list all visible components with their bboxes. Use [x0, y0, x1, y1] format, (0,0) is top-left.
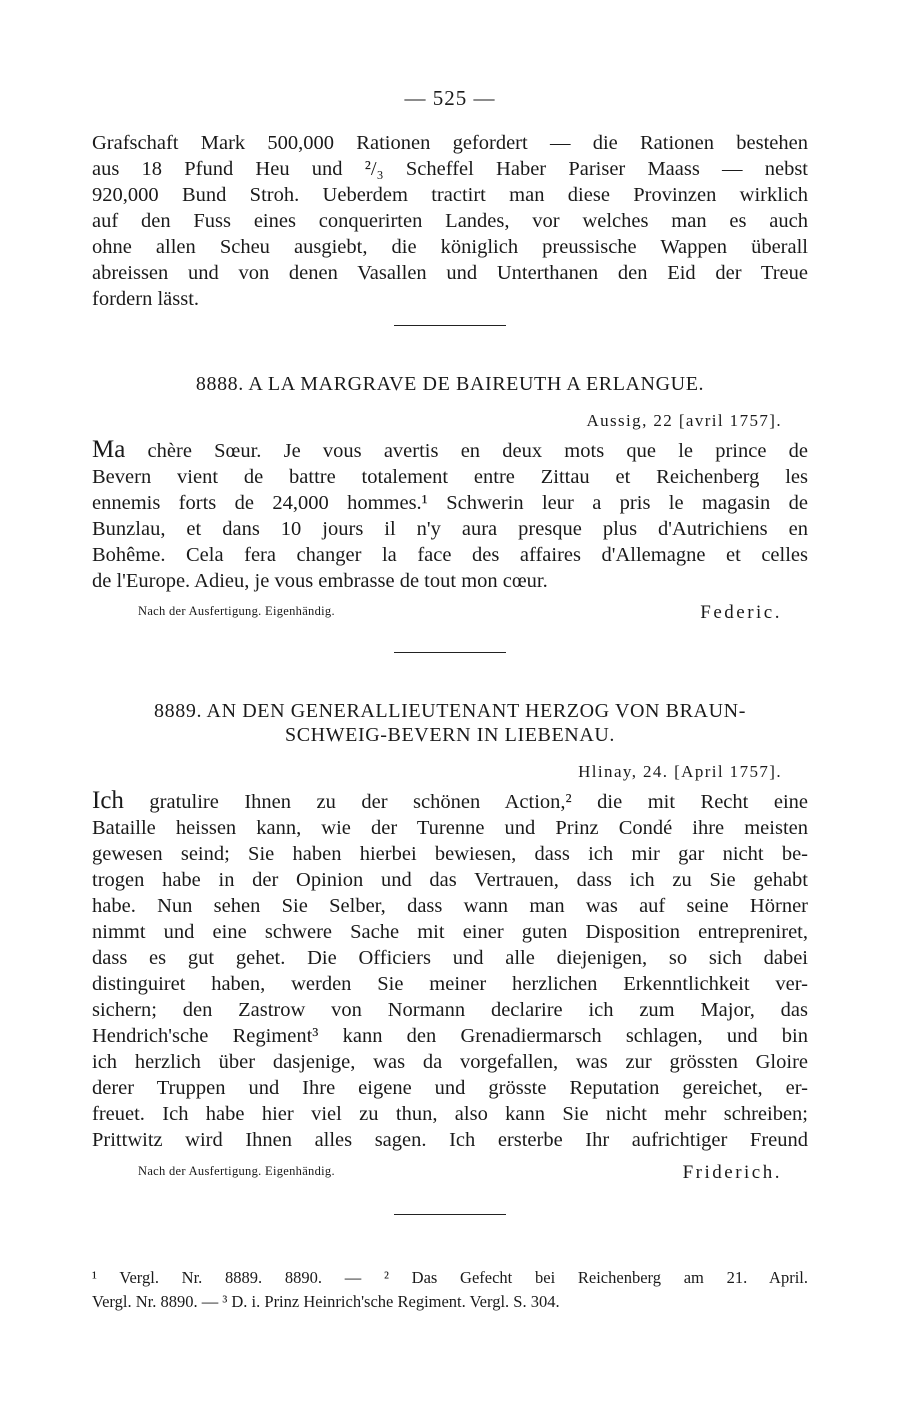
- text-run: gratulire Ihnen zu der schönen Action,² die mit Recht eine: [123, 791, 808, 813]
- drop-word: Ma: [92, 436, 126, 463]
- text-line: dass es gut gehet. Die Officiers und alle diejenigen, so sich dabei: [92, 947, 808, 969]
- section-divider: [394, 1214, 506, 1215]
- text-line: Bataille heissen kann, wie der Turenne und Prinz Condé ihre meisten: [92, 817, 808, 839]
- text-line: derer Truppen und Ihre eigene und grösste Reputation gereichet, er-: [92, 1077, 808, 1099]
- text-line: freuet. Ich habe hier viel zu thun, also kann Sie nicht mehr schreiben;: [92, 1103, 808, 1125]
- letter-date: Aussig, 22 [avril 1757].: [586, 411, 782, 430]
- text-line: abreissen und von denen Vasallen und Unterthanen den Eid der Treue: [92, 262, 808, 284]
- letter-heading: 8889. AN DEN GENERALLIEUTENANT HERZOG VON BRAUN-: [154, 700, 746, 722]
- signature: Friderich.: [682, 1162, 782, 1183]
- text-line: ich herzlich über dasjenige, was da vorgefallen, was zur grössten Gloire: [92, 1051, 808, 1073]
- footnote-line: Vergl. Nr. 8890. — ³ D. i. Prinz Heinrich'sche Regiment. Vergl. S. 304.: [92, 1292, 560, 1311]
- text-line: Bunzlau, et dans 10 jours il n'y aura presque plus d'Autrichiens en: [92, 518, 808, 540]
- letter-heading: SCHWEIG-BEVERN IN LIEBENAU.: [284, 724, 616, 746]
- letter-heading: 8888. A LA MARGRAVE DE BAIREUTH A ERLANGUE.: [195, 373, 705, 395]
- text-line: gewesen seind; Sie haben hierbei bewiesen, dass ich mir gar nicht be-: [92, 843, 808, 865]
- page-number: — 525 —: [404, 86, 496, 110]
- drop-word: Ich: [92, 787, 124, 814]
- text-line: distinguiret haben, werden Sie meiner herzlichen Erkenntlichkeit ver-: [92, 973, 808, 995]
- text-line: ohne allen Scheu ausgiebt, die königlich preussische Wappen überall: [92, 236, 808, 258]
- source-note: Nach der Ausfertigung. Eigenhändig.: [138, 604, 335, 618]
- source-note: Nach der Ausfertigung. Eigenhändig.: [138, 1164, 335, 1178]
- text-line: auf den Fuss eines conquerirten Landes, vor welches man es auch: [92, 210, 808, 232]
- text-line: habe. Nun sehen Sie Selber, dass wann man was auf seine Hörner: [92, 895, 808, 917]
- text-line: Prittwitz wird Ihnen alles sagen. Ich ersterbe Ihr aufrichtiger Freund: [92, 1129, 808, 1151]
- text-run: chère Sœur. Je vous avertis en deux mots que le prince de: [125, 440, 808, 462]
- text-line: [92, 788, 808, 815]
- footnote-line: ¹ Vergl. Nr. 8889. 8890. — ² Das Gefecht bei Reichenberg am 21. April.: [92, 1268, 808, 1287]
- text-line: Bevern vient de battre totalement entre Zittau et Reichenberg les: [92, 466, 808, 488]
- text-line: fordern lässt.: [92, 288, 200, 310]
- text-line: Hendrich'sche Regiment³ kann den Grenadiermarsch schlagen, und bin: [92, 1025, 808, 1047]
- text-line: aus 18 Pfund Heu und ²/₃ Scheffel Haber Pariser Maass — nebst: [92, 158, 808, 180]
- text-line: trogen habe in der Opinion und das Vertrauen, dass ich zu Sie gehabt: [92, 869, 808, 891]
- letter-date: Hlinay, 24. [April 1757].: [578, 762, 782, 781]
- text-line: sichern; den Zastrow von Normann declarire ich zum Major, das: [92, 999, 808, 1021]
- section-divider: [394, 652, 506, 653]
- signature: Federic.: [700, 602, 782, 623]
- text-line: nimmt und eine schwere Sache mit einer guten Disposition entrepreniret,: [92, 921, 808, 943]
- text-line: 920,000 Bund Stroh. Ueberdem tractirt man diese Provinzen wirklich: [92, 184, 808, 206]
- text-line: [92, 437, 808, 464]
- section-divider: [394, 325, 506, 326]
- text-line: Grafschaft Mark 500,000 Rationen gefordert — die Rationen bestehen: [92, 132, 808, 154]
- text-line: Bohême. Cela fera changer la face des affaires d'Allemagne et celles: [92, 544, 808, 566]
- text-line: ennemis forts de 24,000 hommes.¹ Schwerin leur a pris le magasin de: [92, 492, 808, 514]
- text-line: de l'Europe. Adieu, je vous embrasse de tout mon cœur.: [92, 570, 548, 592]
